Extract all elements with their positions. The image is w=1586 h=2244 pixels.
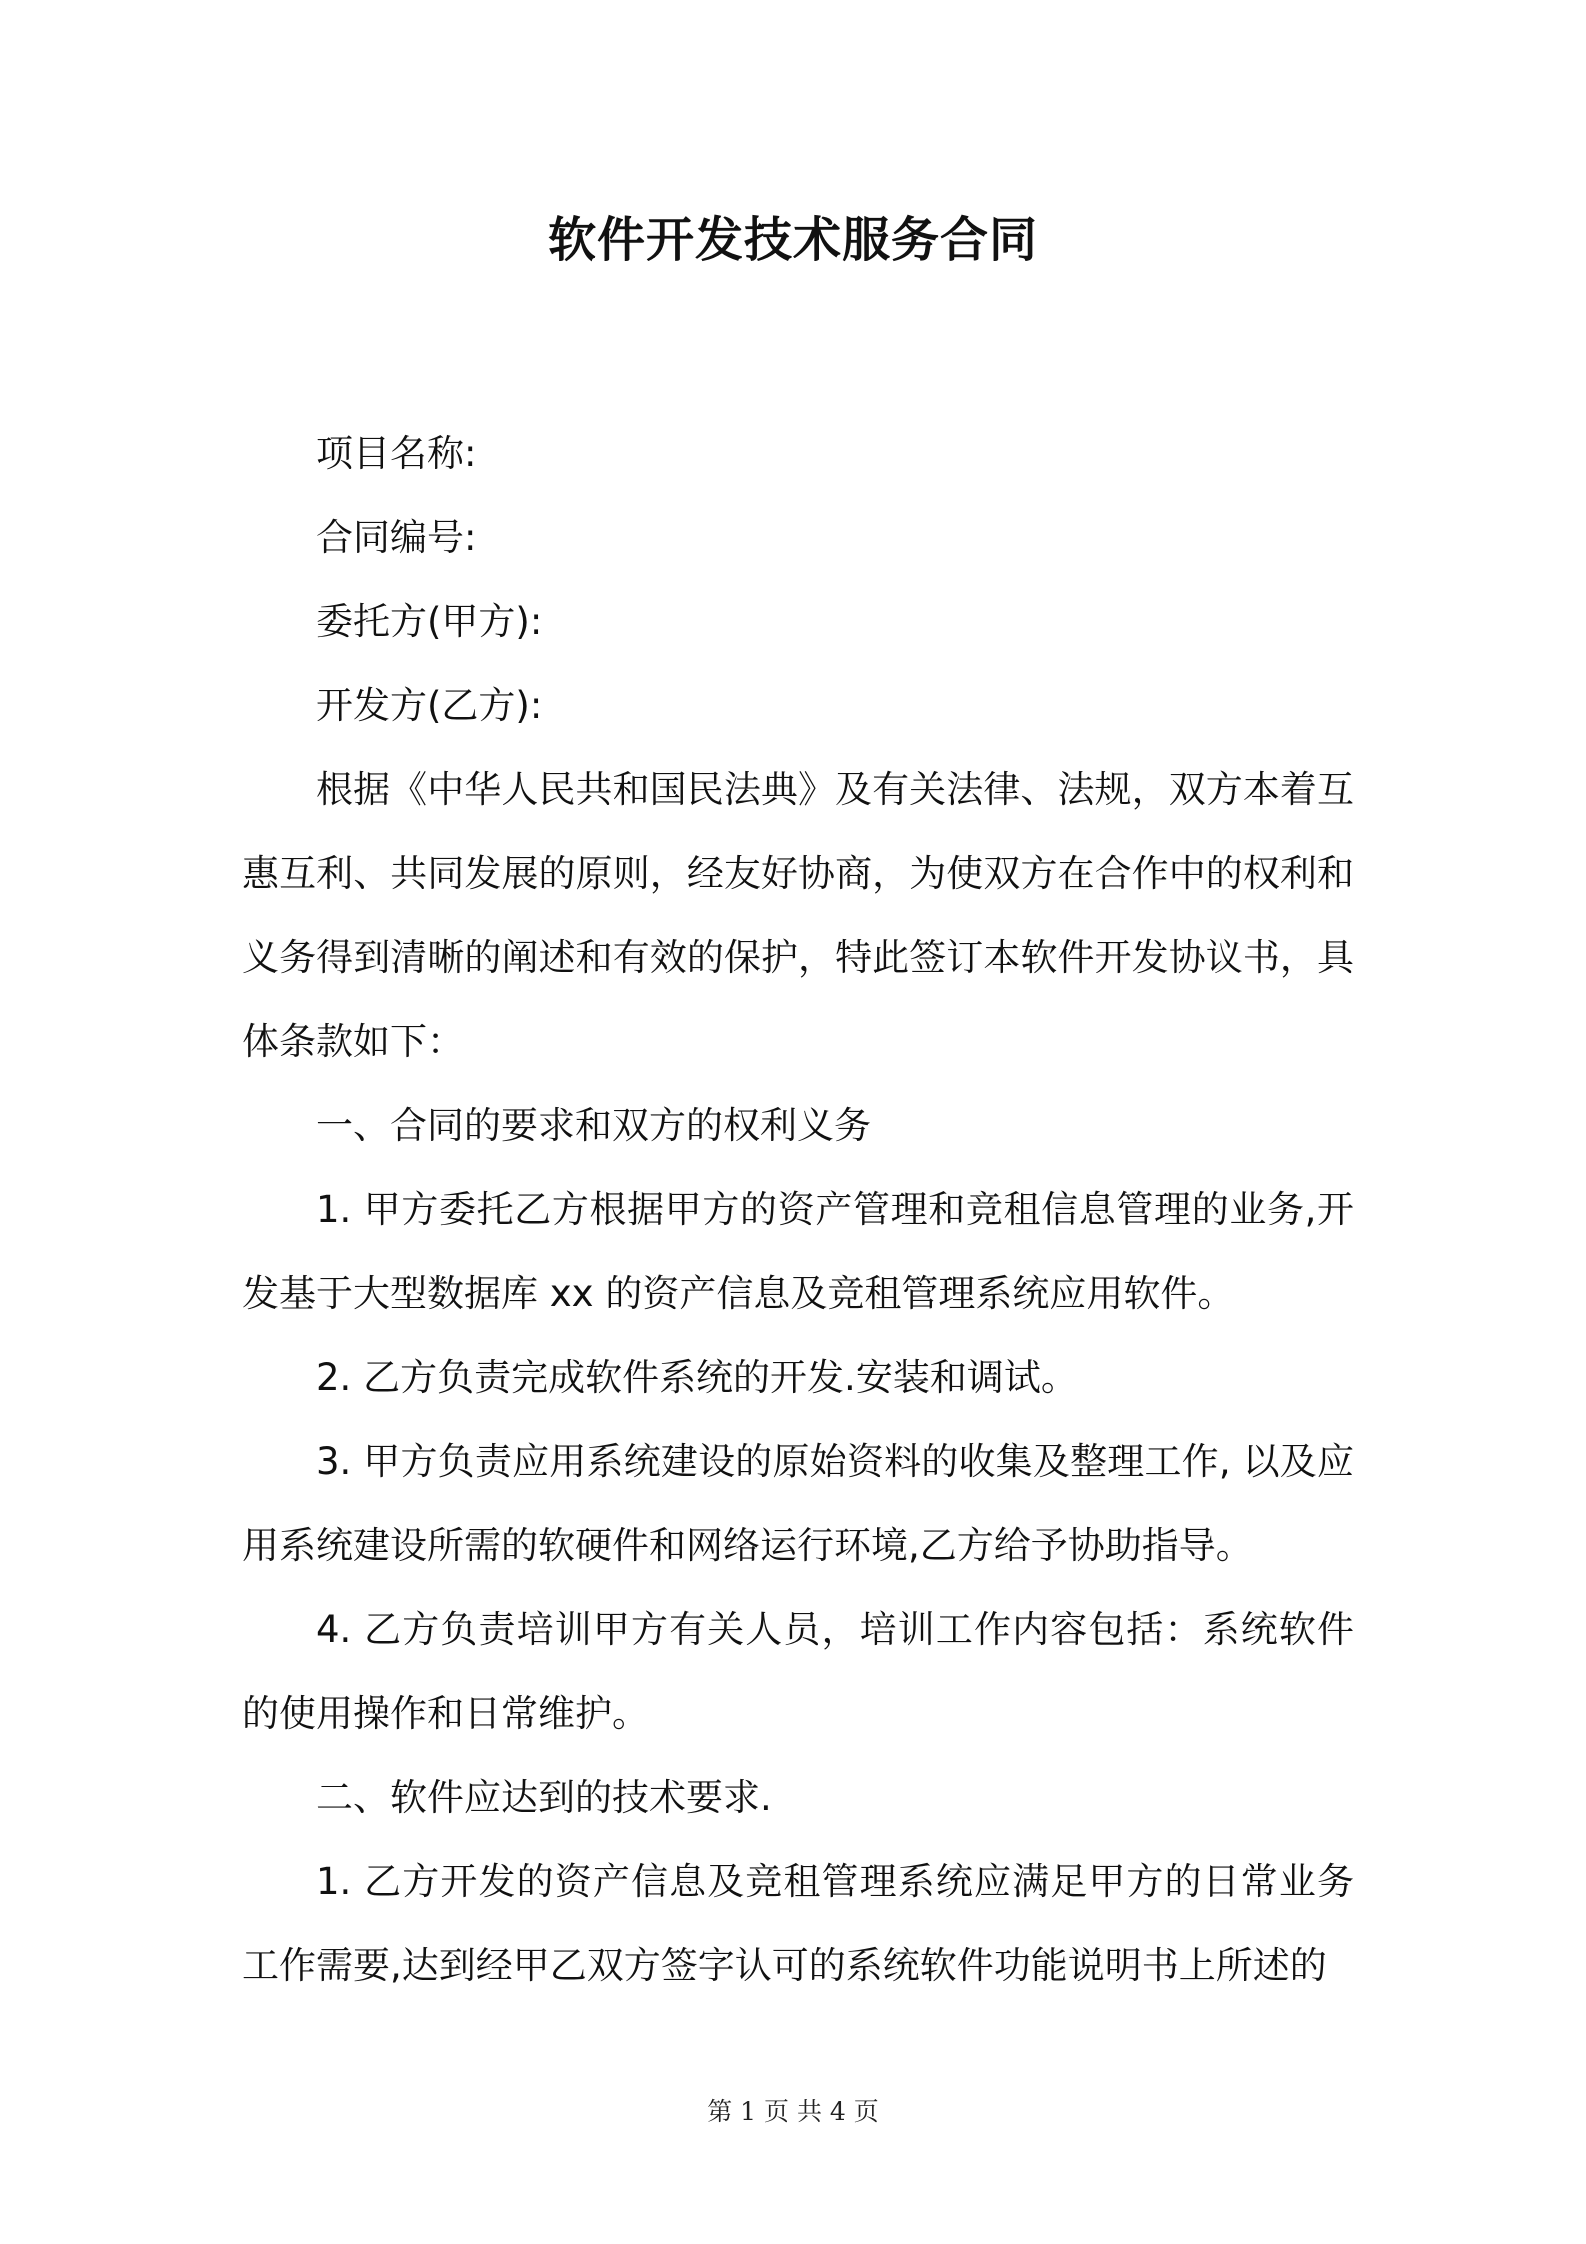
document-title: 软件开发技术服务合同 [547,212,1038,268]
section-1-heading: 一、合同的要求和双方的权利义务 [316,1104,871,1147]
field-project-name: 项目名称: [316,432,477,475]
page-footer: 第 1 页 共 4 页 [707,2097,879,2126]
section-1-item-2: 2. 乙方负责完成软件系统的开发.安装和调试。 [316,1356,1078,1399]
field-developer-party-b: 开发方(乙方): [316,684,543,727]
intro-paragraph: 根据《中华人民共和国民法典》及有关法律、法规，双方本着互惠互利、共同发展的原则，经友好协商，为使双方在合作中的权利和义务得到清晰的阐述和有效的保护，特此签订本软件开发协议书，具体条款如下： [242,768,1354,1063]
field-client-party-a: 委托方(甲方): [316,600,543,643]
field-contract-number: 合同编号: [316,516,477,559]
document-body [242,412,1354,2008]
section-1-item-3: 3. 甲方负责应用系统建设的原始资料的收集及整理工作, 以及应用系统建设所需的软硬件和网络运行环境,乙方给予协助指导。 [242,1440,1354,1567]
section-1-item-1: 1. 甲方委托乙方根据甲方的资产管理和竞租信息管理的业务,开发基于大型数据库 xx 的资产信息及竞租管理系统应用软件。 [242,1188,1354,1315]
section-2-heading: 二、软件应达到的技术要求. [316,1776,772,1819]
section-2-item-1: 1. 乙方开发的资产信息及竞租管理系统应满足甲方的日常业务工作需要,达到经甲乙双方签字认可的系统软件功能说明书上所述的 [242,1860,1354,1987]
section-1-item-4: 4. 乙方负责培训甲方有关人员，培训工作内容包括：系统软件的使用操作和日常维护。 [242,1608,1354,1735]
